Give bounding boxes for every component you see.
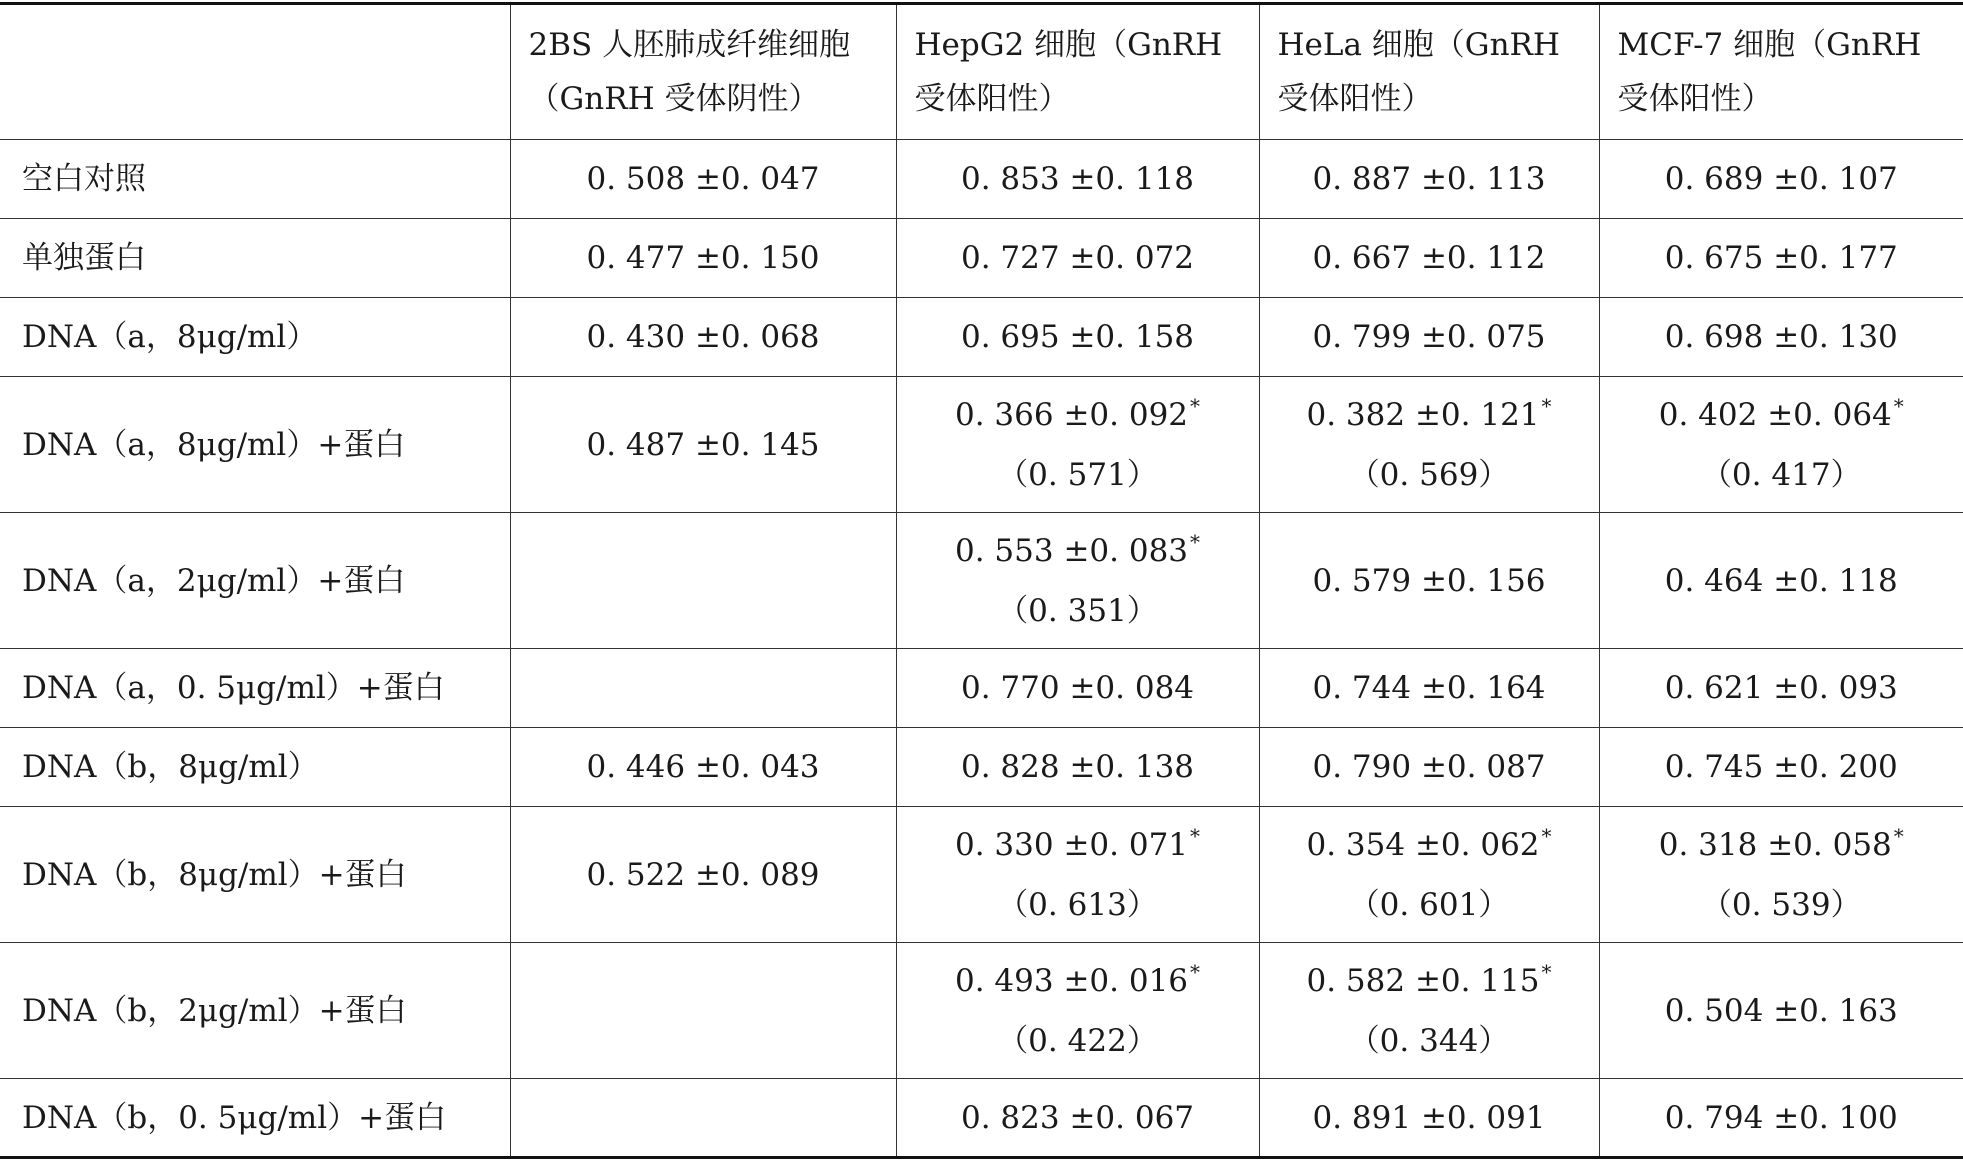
table-row: [0, 140, 1963, 219]
data-cell: [510, 1079, 896, 1158]
row-label: DNA（b，0. 5μg/ml）+蛋白: [0, 1079, 510, 1158]
cell-value: [1600, 551, 1963, 611]
cell-value: [1600, 1088, 1963, 1148]
mean-sd-value: 0. 493 ±0. 016: [954, 962, 1189, 999]
significance-mark: *: [1190, 960, 1201, 985]
mean-sd-value: 0. 582 ±0. 115: [1306, 962, 1540, 999]
row-label: 单独蛋白: [0, 219, 510, 298]
mean-sd-value: 0. 553 ±0. 083: [954, 532, 1189, 569]
cell-value: [1600, 385, 1963, 445]
data-cell: [1599, 219, 1963, 298]
table-row: [0, 1079, 1963, 1158]
cell-value: [1260, 307, 1599, 367]
data-cell: [1259, 513, 1599, 649]
mean-sd-value: 0. 504 ±0. 163: [1664, 992, 1898, 1029]
data-cell: [1599, 728, 1963, 807]
cell-value: [511, 228, 896, 288]
data-cell: [1259, 943, 1599, 1079]
data-cell: [896, 649, 1259, 728]
row-label: DNA（a，0. 5μg/ml）+蛋白: [0, 649, 510, 728]
mean-sd-value: 0. 579 ±0. 156: [1312, 562, 1546, 599]
row-label: DNA（a，8μg/ml）: [0, 298, 510, 377]
inhibition-rate: （0. 569）: [1348, 456, 1510, 493]
table-row: [0, 728, 1963, 807]
data-cell: [896, 807, 1259, 943]
mean-sd-value: 0. 698 ±0. 130: [1664, 319, 1898, 355]
inhibition-rate: （0. 601）: [1348, 886, 1510, 923]
cell-value: [897, 1088, 1259, 1148]
header-2bs-cells: 2BS 人胚肺成纤维细胞（GnRH 受体阴性）: [510, 4, 896, 140]
data-cell: [896, 728, 1259, 807]
row-label: DNA（a，8μg/ml）+蛋白: [0, 377, 510, 513]
cell-value: [1260, 815, 1599, 875]
row-label: DNA（b，2μg/ml）+蛋白: [0, 943, 510, 1079]
data-cell: [896, 943, 1259, 1079]
mean-sd-value: 0. 770 ±0. 084: [960, 670, 1195, 706]
significance-mark: *: [1541, 824, 1552, 849]
cell-value: [1600, 307, 1963, 367]
table-row: [0, 219, 1963, 298]
cell-value: [1600, 149, 1963, 209]
cell-value: [511, 737, 896, 797]
mean-sd-value: 0. 508 ±0. 047: [586, 161, 820, 197]
data-cell: [896, 219, 1259, 298]
mean-sd-value: 0. 667 ±0. 112: [1312, 240, 1546, 276]
mean-sd-value: 0. 366 ±0. 092: [954, 396, 1189, 433]
table-row: [0, 513, 1963, 649]
header-corner-cell: [0, 4, 510, 140]
cell-value: [897, 385, 1259, 445]
cell-value: [897, 149, 1259, 209]
data-cell: [1599, 807, 1963, 943]
data-cell: [1599, 377, 1963, 513]
data-cell: [1259, 298, 1599, 377]
data-cell: [896, 1079, 1259, 1158]
cell-value: [897, 228, 1259, 288]
mean-sd-value: 0. 891 ±0. 091: [1312, 1099, 1546, 1136]
mean-sd-value: 0. 794 ±0. 100: [1664, 1099, 1898, 1136]
mean-sd-value: 0. 675 ±0. 177: [1664, 240, 1898, 276]
cell-value: [1260, 951, 1599, 1011]
row-label: DNA（b，8μg/ml）+蛋白: [0, 807, 510, 943]
header-row: [0, 4, 1963, 140]
data-cell: [510, 219, 896, 298]
mean-sd-value: 0. 402 ±0. 064: [1658, 396, 1892, 433]
data-cell: [1599, 513, 1963, 649]
data-cell: [510, 728, 896, 807]
cell-value: [1260, 737, 1599, 797]
data-cell: [1599, 943, 1963, 1079]
significance-mark: *: [1893, 394, 1904, 419]
mean-sd-value: 0. 522 ±0. 089: [586, 856, 820, 893]
cell-value: [511, 149, 896, 209]
cell-value: [1600, 815, 1963, 875]
mean-sd-value: 0. 318 ±0. 058: [1658, 826, 1892, 863]
mean-sd-value: 0. 689 ±0. 107: [1664, 161, 1898, 197]
data-cell: [1259, 807, 1599, 943]
data-cell: [896, 513, 1259, 649]
inhibition-rate: （0. 422）: [997, 1022, 1158, 1059]
mean-sd-value: 0. 430 ±0. 068: [586, 319, 820, 355]
significance-mark: *: [1190, 530, 1201, 555]
cell-value: [1260, 658, 1599, 718]
data-cell: [510, 377, 896, 513]
mean-sd-value: 0. 487 ±0. 145: [586, 426, 820, 463]
significance-mark: *: [1190, 824, 1201, 849]
mean-sd-value: 0. 354 ±0. 062: [1306, 826, 1540, 863]
cell-value: [1260, 1088, 1599, 1148]
data-cell: [1259, 728, 1599, 807]
mean-sd-value: 0. 887 ±0. 113: [1312, 161, 1546, 197]
results-table: [0, 2, 1963, 1159]
data-cell: [896, 298, 1259, 377]
cell-value: [1600, 981, 1963, 1041]
data-cell: [510, 807, 896, 943]
cell-value: [1600, 228, 1963, 288]
cell-value: [1600, 658, 1963, 718]
table-row: [0, 943, 1963, 1079]
inhibition-rate: （0. 417）: [1700, 456, 1862, 493]
cell-value: [1260, 385, 1599, 445]
cell-value: [897, 737, 1259, 797]
data-cell: [510, 140, 896, 219]
table-row: [0, 298, 1963, 377]
mean-sd-value: 0. 464 ±0. 118: [1664, 562, 1898, 599]
table-row: [0, 377, 1963, 513]
mean-sd-value: 0. 828 ±0. 138: [960, 749, 1195, 785]
header-hepg2-cells: HepG2 细胞（GnRH 受体阳性）: [896, 4, 1259, 140]
cell-value: [897, 951, 1259, 1011]
data-cell: [1599, 298, 1963, 377]
mean-sd-value: 0. 790 ±0. 087: [1312, 749, 1546, 785]
inhibition-rate: （0. 539）: [1700, 886, 1862, 923]
significance-mark: *: [1541, 394, 1552, 419]
inhibition-rate: （0. 571）: [997, 456, 1158, 493]
mean-sd-value: 0. 330 ±0. 071: [954, 826, 1189, 863]
header-mcf7-cells: MCF-7 细胞（GnRH 受体阳性）: [1599, 4, 1963, 140]
table-row: [0, 807, 1963, 943]
inhibition-rate: （0. 344）: [1348, 1022, 1510, 1059]
cell-value: [511, 307, 896, 367]
cell-value: [897, 307, 1259, 367]
mean-sd-value: 0. 823 ±0. 067: [960, 1099, 1195, 1136]
data-cell: [896, 377, 1259, 513]
mean-sd-value: 0. 446 ±0. 043: [586, 749, 820, 785]
table-row: [0, 649, 1963, 728]
data-cell: [510, 649, 896, 728]
data-cell: [1259, 219, 1599, 298]
data-cell: [510, 298, 896, 377]
data-cell: [1259, 1079, 1599, 1158]
header-hela-cells: HeLa 细胞（GnRH 受体阳性）: [1259, 4, 1599, 140]
data-cell: [1259, 649, 1599, 728]
mean-sd-value: 0. 799 ±0. 075: [1312, 319, 1546, 355]
cell-value: [897, 815, 1259, 875]
data-cell: [896, 140, 1259, 219]
mean-sd-value: 0. 477 ±0. 150: [586, 240, 820, 276]
cell-value: [1260, 149, 1599, 209]
cell-value: [511, 415, 896, 475]
row-label: DNA（a，2μg/ml）+蛋白: [0, 513, 510, 649]
mean-sd-value: 0. 695 ±0. 158: [960, 319, 1195, 355]
significance-mark: *: [1893, 824, 1904, 849]
table-body: [0, 140, 1963, 1158]
mean-sd-value: 0. 382 ±0. 121: [1306, 396, 1540, 433]
row-label: DNA（b，8μg/ml）: [0, 728, 510, 807]
data-cell: [510, 513, 896, 649]
mean-sd-value: 0. 621 ±0. 093: [1664, 670, 1898, 706]
cell-value: [1600, 737, 1963, 797]
mean-sd-value: 0. 853 ±0. 118: [960, 161, 1195, 197]
row-label: 空白对照: [0, 140, 510, 219]
data-table-container: [0, 2, 1963, 1159]
data-cell: [510, 943, 896, 1079]
data-cell: [1259, 140, 1599, 219]
mean-sd-value: 0. 745 ±0. 200: [1664, 749, 1898, 785]
significance-mark: *: [1190, 394, 1201, 419]
cell-value: [1260, 228, 1599, 288]
data-cell: [1599, 140, 1963, 219]
data-cell: [1599, 649, 1963, 728]
mean-sd-value: 0. 744 ±0. 164: [1312, 670, 1546, 706]
cell-value: [511, 845, 896, 905]
inhibition-rate: （0. 613）: [997, 886, 1158, 923]
significance-mark: *: [1541, 960, 1552, 985]
cell-value: [897, 521, 1259, 581]
data-cell: [1599, 1079, 1963, 1158]
cell-value: [1260, 551, 1599, 611]
mean-sd-value: 0. 727 ±0. 072: [960, 240, 1195, 276]
inhibition-rate: （0. 351）: [997, 592, 1158, 629]
data-cell: [1259, 377, 1599, 513]
cell-value: [897, 658, 1259, 718]
